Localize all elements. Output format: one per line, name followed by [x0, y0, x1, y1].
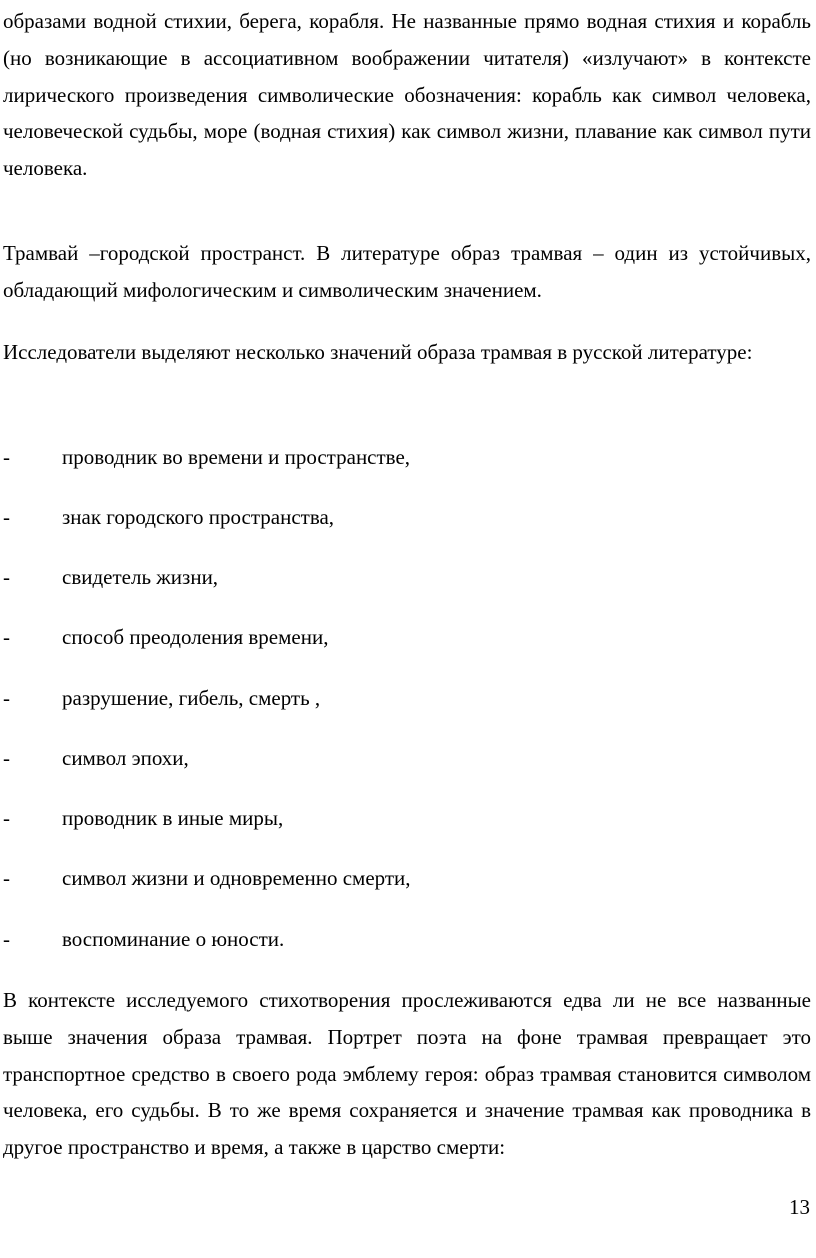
paragraph-poem-context: В контексте исследуемого стихотворения прослеживаются едва ли не все названные выше значения образа трамвая. Портрет поэта на фоне трамвая превращает это транспортное средство в своего рода эмблему героя: образ трамвая становится символом человека, его судьбы. В то же время сохраняется и значение трамвая как проводника в другое пространство и время, а также в царство смерти:: [3, 988, 811, 1160]
list-dash: -: [3, 806, 10, 830]
list-dash: -: [3, 746, 10, 770]
list-item-text: свидетель жизни,: [62, 565, 219, 589]
list-dash: -: [3, 686, 10, 710]
list-item-text: проводник во времени и пространстве,: [62, 445, 411, 469]
paragraph-water-symbolism: образами водной стихии, берега, корабля. Не названные прямо водная стихия и корабль (но возникающие в ассоциативном воображении читателя) «излучают» в контексте лирического произведения символические обозначения: корабль как символ человека, человеческой судьбы, море (водная стихия) как символ жизни, плавание как символ пути человека.: [3, 9, 811, 181]
list-item: [3, 863, 783, 893]
list-dash: -: [3, 445, 10, 469]
list-item-text: знак городского пространства,: [62, 505, 335, 529]
list-dash: -: [3, 505, 10, 529]
list-item-text: проводник в иные миры,: [62, 806, 284, 830]
list-item: [3, 924, 783, 954]
list-dash: -: [3, 866, 10, 890]
page-number: 13: [789, 1195, 810, 1219]
list-item: [3, 622, 783, 652]
list-item-text: разрушение, гибель, смерть ,: [62, 686, 321, 710]
list-dash: -: [3, 927, 10, 951]
paragraph-researchers: Исследователи выделяют несколько значений образа трамвая в русской литературе:: [3, 340, 753, 364]
list-item-text: способ преодоления времени,: [62, 625, 329, 649]
list-item-text: символ эпохи,: [62, 746, 189, 770]
list-item: [3, 562, 783, 592]
list-item: [3, 683, 783, 713]
list-item: [3, 442, 783, 472]
list-dash: -: [3, 625, 10, 649]
list-item: [3, 743, 783, 773]
list-dash: -: [3, 565, 10, 589]
list-item-text: воспоминание о юности.: [62, 927, 285, 951]
paragraph-tram-intro: Трамвай –городской пространст. В литературе образ трамвая – один из устойчивых, обладающий мифологическим и символическим значением.: [3, 241, 811, 302]
list-item: [3, 803, 783, 833]
list-item-text: символ жизни и одновременно смерти,: [62, 866, 411, 890]
list-item: [3, 502, 783, 532]
